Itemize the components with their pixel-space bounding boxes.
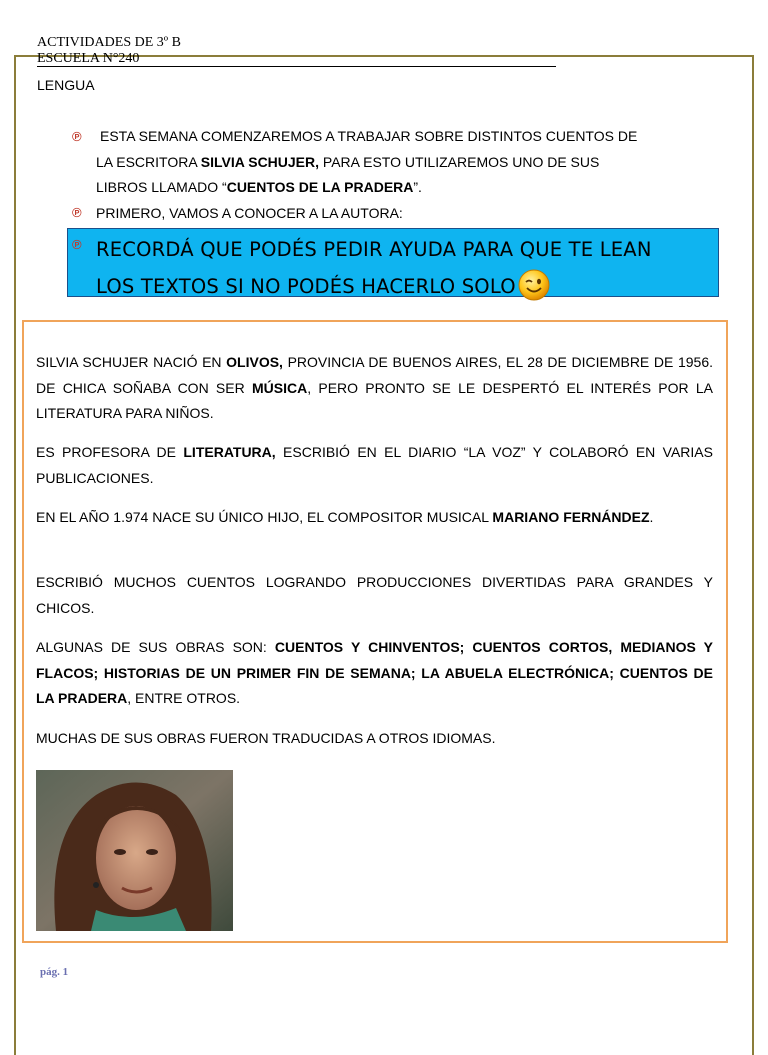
bio-text: . — [649, 509, 654, 525]
bio-bold: OLIVOS, — [226, 354, 283, 370]
bio-text: ES PROFESORA DE — [36, 444, 184, 460]
bio-bold: MARIANO FERNÁNDEZ — [492, 509, 650, 525]
bio-bold: MÚSICA — [251, 379, 308, 396]
reminder-callout — [67, 228, 719, 297]
callout-line: RECORDÁ QUE PODÉS PEDIR AYUDA PARA QUE TE LEAN — [96, 238, 652, 261]
author-photo — [36, 770, 233, 931]
header-school: ESCUELA N°240 — [37, 51, 140, 66]
callout-text — [96, 231, 711, 305]
winking-smiley-icon — [518, 269, 550, 301]
bio-paragraph-4: ESCRIBIÓ MUCHOS CUENTOS LOGRANDO PRODUCCIONES DIVERTIDAS PARA GRANDES Y CHICOS. — [36, 574, 713, 616]
intro-bullet-1 — [72, 124, 732, 201]
intro-text: ESTA SEMANA COMENZAREMOS A TRABAJAR SOBRE DISTINTOS CUENTOS DE — [100, 128, 638, 144]
bio-text: ESCRIBIÓ EN EL DIARIO “LA VOZ” Y COLABORÓ EN VARIAS PUBLICACIONES. — [36, 444, 713, 486]
bio-bold: LITERATURA, — [183, 444, 276, 460]
subject-label: LENGUA — [37, 77, 95, 93]
intro-text: PARA ESTO UTILIZAREMOS UNO DE SUS — [319, 153, 600, 170]
bio-paragraph-6: MUCHAS DE SUS OBRAS FUERON TRADUCIDAS A OTROS IDIOMAS. — [36, 730, 496, 746]
bullet-icon: ℗ — [72, 129, 82, 144]
bullet-icon: ℗ — [72, 237, 82, 252]
header-underline — [37, 66, 556, 67]
intro-text: PRIMERO, VAMOS A CONOCER A LA AUTORA: — [96, 204, 403, 221]
intro-text: LIBROS LLAMADO “ — [96, 179, 227, 195]
bio-paragraph-1 — [36, 350, 713, 427]
bio-text: SILVIA SCHUJER NACIÓ EN — [36, 354, 227, 370]
intro-text: ”. — [413, 179, 422, 195]
page-number: pág. 1 — [40, 966, 69, 978]
bullet-icon: ℗ — [72, 204, 82, 220]
author-name: SILVIA SCHUJER, — [200, 153, 320, 170]
intro-list — [72, 124, 732, 225]
works-list: CUENTOS Y CHINVENTOS; CUENTOS CORTOS, MEDIANOS Y FLACOS; HISTORIAS DE UN PRIMER FIN DE SEMANA; LA ABUELA ELECTRÓNICA; CUENTOS DE LA PRADERA — [36, 639, 713, 706]
callout-line: LOS TEXTOS SI NO PODÉS HACERLO SOLO — [96, 275, 516, 298]
intro-bullet-2 — [72, 201, 732, 225]
book-title: CUENTOS DE LA PRADERA — [226, 179, 414, 195]
header-title: ACTIVIDADES DE 3º B — [37, 35, 181, 50]
bio-text: PROVINCIA DE BUENOS AIRES, EL 28 DE DICIEMBRE DE 1956. DE CHICA SOÑABA CON SER — [36, 354, 713, 396]
bio-text: , ENTRE OTROS. — [127, 690, 241, 706]
bio-paragraph-2 — [36, 440, 713, 491]
intro-text: LA ESCRITORA — [96, 153, 201, 170]
bio-text: EN EL AÑO 1.974 NACE SU ÚNICO HIJO, EL COMPOSITOR MUSICAL — [36, 509, 493, 525]
bio-text: ALGUNAS DE SUS OBRAS SON: — [36, 639, 275, 655]
bio-paragraph-3 — [36, 505, 713, 531]
bio-text: , PERO PRONTO SE LE DESPERTÓ EL INTERÉS POR LA LITERATURA PARA NIÑOS. — [36, 379, 713, 421]
bio-paragraph-5 — [36, 635, 713, 712]
